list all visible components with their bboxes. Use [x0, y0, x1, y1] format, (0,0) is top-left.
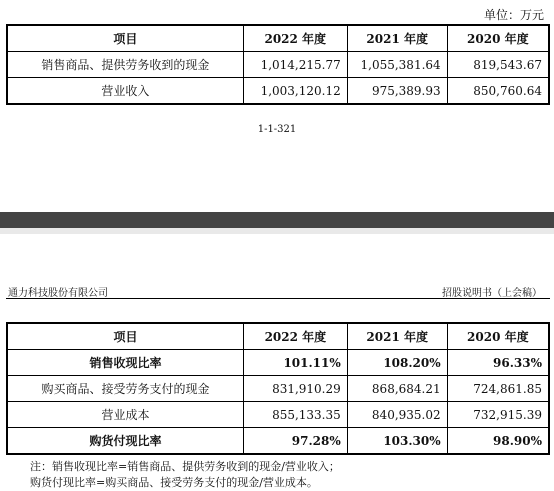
table-row — [7, 402, 549, 428]
footnote: 注：销售收现比率=销售商品、提供劳务收到的现金/营业收入； — [30, 460, 340, 473]
row-label: 销售收现比率 — [7, 350, 243, 376]
row-label: 销售商品、提供劳务收到的现金 — [7, 52, 243, 78]
table-cell: 96.33% — [447, 350, 549, 376]
column-header: 2022 年度 — [243, 323, 347, 350]
row-label: 营业成本 — [7, 402, 243, 428]
table-cell: 819,543.67 — [447, 52, 549, 78]
table-row — [7, 350, 549, 376]
table-cell: 732,915.39 — [447, 402, 549, 428]
row-label: 购货付现比率 — [7, 428, 243, 455]
table-cell: 850,760.64 — [447, 78, 549, 105]
table-header-row — [7, 323, 549, 350]
column-header: 2021 年度 — [347, 25, 447, 52]
page-separator-shadow — [0, 228, 554, 234]
table-row — [7, 52, 549, 78]
table-cell: 1,014,215.77 — [243, 52, 347, 78]
column-header: 2020 年度 — [447, 323, 549, 350]
table-row — [7, 376, 549, 402]
table-cell: 1,055,381.64 — [347, 52, 447, 78]
table-cell: 831,910.29 — [243, 376, 347, 402]
column-header: 2020 年度 — [447, 25, 549, 52]
footnote: 购货付现比率=购买商品、接受劳务支付的现金/营业成本。 — [30, 476, 318, 489]
table-row — [7, 428, 549, 455]
unit-label: 单位：万元 — [483, 8, 544, 22]
table-cell: 868,684.21 — [347, 376, 447, 402]
table-cell: 101.11% — [243, 350, 347, 376]
table-cell: 98.90% — [447, 428, 549, 455]
column-header: 项目 — [7, 323, 243, 350]
table-cell: 724,861.85 — [447, 376, 549, 402]
header-divider — [6, 298, 550, 299]
column-header: 2021 年度 — [347, 323, 447, 350]
column-header: 2022 年度 — [243, 25, 347, 52]
page-number: 1-1-321 — [257, 124, 297, 135]
cash-revenue-table — [6, 24, 550, 105]
table-cell: 975,389.93 — [347, 78, 447, 105]
table-cell: 1,003,120.12 — [243, 78, 347, 105]
column-header: 项目 — [7, 25, 243, 52]
row-label: 营业收入 — [7, 78, 243, 105]
row-label: 购买商品、接受劳务支付的现金 — [7, 376, 243, 402]
table-row — [7, 78, 549, 105]
table-cell: 108.20% — [347, 350, 447, 376]
company-header: 通力科技股份有限公司 — [8, 288, 108, 299]
table-header-row — [7, 25, 549, 52]
table-cell: 855,133.35 — [243, 402, 347, 428]
cash-ratio-table — [6, 322, 550, 455]
table-cell: 97.28% — [243, 428, 347, 455]
page-separator — [0, 212, 554, 228]
table-cell: 103.30% — [347, 428, 447, 455]
document-header: 招股说明书（上会稿） — [442, 288, 542, 299]
table-cell: 840,935.02 — [347, 402, 447, 428]
